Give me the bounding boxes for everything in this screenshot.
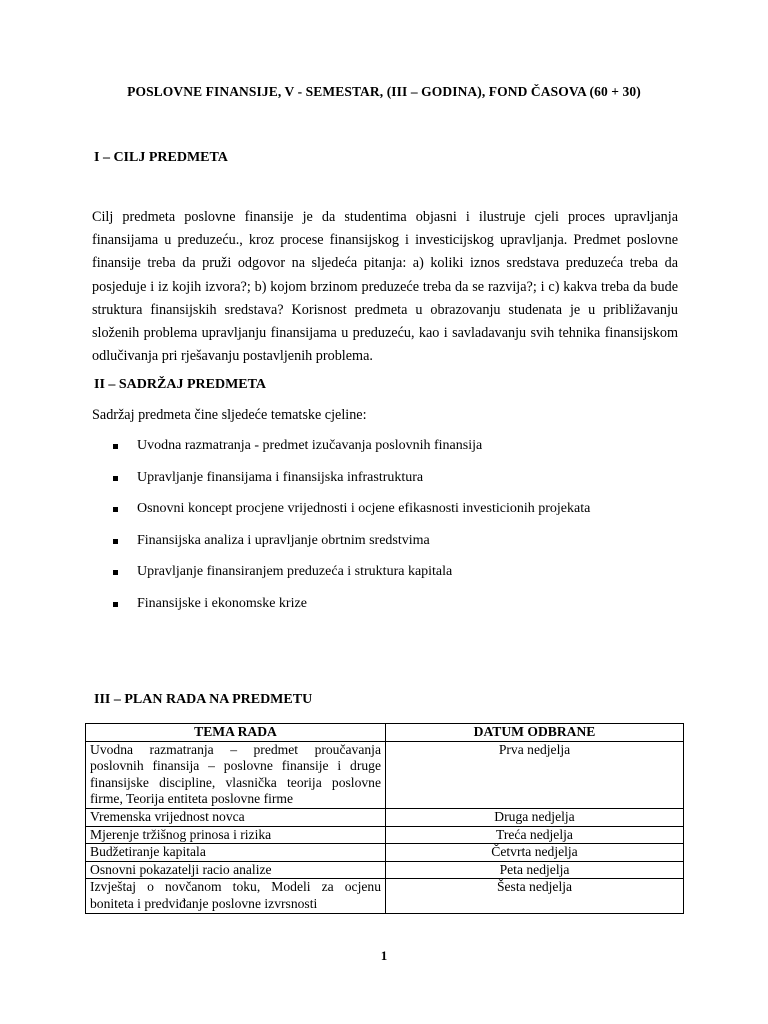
bullet-square-icon: [113, 539, 118, 544]
list-item-text: Osnovni koncept procjene vrijednosti i ocjene efikasnosti investicionih projekata: [137, 501, 591, 517]
document-title: POSLOVNE FINANSIJE, V - SEMESTAR, (III – GODINA), FOND ČASOVA (60 + 30): [127, 84, 641, 99]
list-item-text: Finansijske i ekonomske krize: [137, 595, 307, 611]
table-row: [86, 826, 684, 844]
list-item: [112, 438, 590, 470]
table-cell-topic: Izvještaj o novčanom toku, Modeli za ocjenu boniteta i predviđanje poslovne izvrsnosti: [86, 879, 386, 913]
plan-table: [85, 723, 684, 914]
bullet-square-icon: [113, 570, 118, 575]
table-cell-topic: Mjerenje tržišnog prinosa i rizika: [86, 826, 386, 844]
table-header-row: [86, 724, 684, 742]
table-row: [86, 844, 684, 862]
list-item: [112, 533, 590, 565]
table-cell-date: Peta nedjelja: [386, 861, 684, 879]
list-item: [112, 470, 590, 502]
table-cell-topic: Uvodna razmatranja – predmet proučavanja poslovnih finansija – poslovne finansije i druge finansijske discipline, vlasnička teorija poslovne firme, Teorija entiteta poslovne firme: [86, 741, 386, 808]
section-heading-goal: I – CILJ PREDMETA: [94, 150, 228, 165]
bullet-square-icon: [113, 602, 118, 607]
list-item-text: Finansijska analiza i upravljanje obrtnim sredstvima: [137, 532, 430, 548]
content-list: [112, 438, 590, 628]
column-header-topic: TEMA RADA: [86, 724, 386, 742]
section-heading-content: II – SADRŽAJ PREDMETA: [94, 377, 267, 392]
column-header-date: DATUM ODBRANE: [386, 724, 684, 742]
table-cell-topic: Budžetiranje kapitala: [86, 844, 386, 862]
table-row: [86, 879, 684, 913]
table-cell-date: Četvrta nedjelja: [386, 844, 684, 862]
table-cell-topic: Vremenska vrijednost novca: [86, 808, 386, 826]
bullet-square-icon: [113, 507, 118, 512]
table-cell-topic: Osnovni pokazatelji racio analize: [86, 861, 386, 879]
list-item: [112, 564, 590, 596]
table-row: [86, 741, 684, 808]
list-item-text: Upravljanje finansijama i finansijska infrastruktura: [137, 469, 424, 485]
content-intro: Sadržaj predmeta čine sljedeće tematske cjeline:: [92, 407, 367, 423]
page-number: 1: [380, 948, 388, 963]
section-heading-plan: III – PLAN RADA NA PREDMETU: [94, 692, 313, 707]
bullet-square-icon: [113, 444, 118, 449]
list-item: [112, 501, 590, 533]
table-cell-date: Šesta nedjelja: [386, 879, 684, 913]
table-cell-date: Prva nedjelja: [386, 741, 684, 808]
table-cell-date: Treća nedjelja: [386, 826, 684, 844]
table-row: [86, 808, 684, 826]
list-item-text: Uvodna razmatranja - predmet izučavanja poslovnih finansija: [137, 438, 483, 453]
list-item: [112, 596, 590, 628]
bullet-square-icon: [113, 476, 118, 481]
table-cell-date: Druga nedjelja: [386, 808, 684, 826]
goal-paragraph: Cilj predmeta poslovne finansije je da studentima objasni i ilustruje cjeli proces upravljanja finansijama u preduzeću., kroz procese finansijskog i investicijskog upravljanja. Predmet poslovne finansije treba da pruži odgovor na sljedeća pitanja: a) koliki iznos sredstava preduzeća treba da posjeduje i iz kojih izvora?; b) kojom brzinom preduzeće treba da se razvija?; i c) kakva treba da bude struktura finansijskih sredstava? Korisnost predmeta u obrazovanju studenata je u približavanju složenih problema upravljanju finansijama u preduzeću, kao i savladavanju svih tehnika finansijskom odlučivanja pri rješavanju postavljenih problema.: [92, 209, 678, 365]
list-item-text: Upravljanje finansiranjem preduzeća i struktura kapitala: [137, 564, 453, 580]
table-row: [86, 861, 684, 879]
